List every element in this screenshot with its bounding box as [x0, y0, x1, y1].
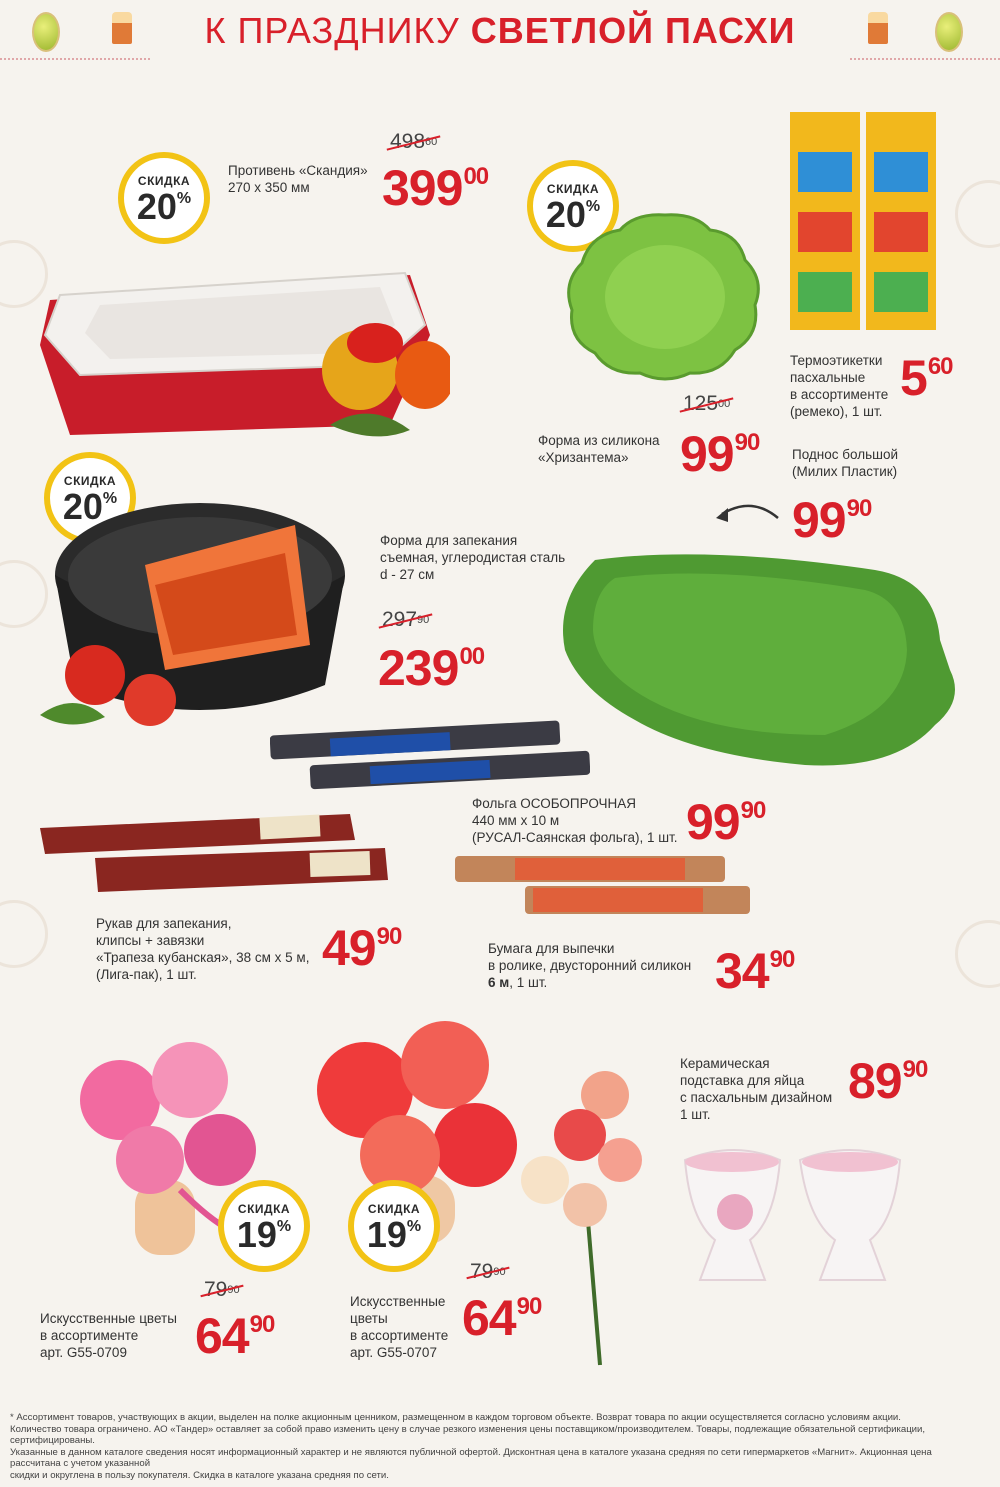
discount-badge: СКИДКА 19%: [218, 1180, 310, 1272]
page-header: [0, 0, 1000, 70]
product-name: Керамическая подставка для яйца с пасхальным дизайном 1 шт.: [680, 1056, 833, 1122]
product-name: Рукав для запекания, клипсы + завязки «Трапеза кубанская», 38 см х 5 м, (Лига-пак), 1 шт.: [96, 916, 310, 982]
price: $5^{60}$: [900, 350, 953, 406]
price: $64^{90}$: [462, 1290, 542, 1346]
price: $49^{90}$: [322, 920, 402, 976]
thermo-labels-image: [790, 112, 940, 332]
price: $99^{90}$: [680, 426, 760, 482]
bg-pattern-circle: [955, 920, 1000, 988]
product-name: Термоэтикетки пасхальные в ассортименте (ремеко), 1 шт.: [790, 353, 889, 419]
price: $99^{90}$: [686, 794, 766, 850]
price: $239^{00}$: [378, 640, 485, 696]
roasting-sleeve-image: [40, 808, 390, 898]
springform-image: [35, 495, 355, 755]
product-name: Противень «Скандия» 270 х 350 мм: [228, 163, 368, 195]
foil-image: [270, 720, 590, 790]
header-ornament-line: [0, 58, 150, 60]
old-price: $79^{90}$: [204, 1278, 240, 1301]
egg-cups-image: [680, 1140, 910, 1290]
old-price: $297^{90}$: [382, 608, 430, 631]
discount-badge: СКИДКА 20%: [118, 152, 210, 244]
old-price: $125^{00}$: [683, 392, 731, 415]
product-name: Фольга ОСОБОПРОЧНАЯ 440 мм х 10 м (РУСАЛ-Саянская фольга), 1 шт.: [472, 796, 678, 845]
baking-paper-image: [455, 852, 755, 922]
price: $399^{00}$: [382, 160, 489, 216]
old-price: $498^{60}$: [390, 130, 438, 153]
silicone-mold-image: [560, 205, 770, 385]
tray-image: [555, 540, 975, 780]
product-name: Бумага для выпечки в ролике, двусторонний силикон 6 м, 1 шт.: [488, 941, 692, 990]
price: $64^{90}$: [195, 1308, 275, 1364]
curved-arrow-icon: [712, 496, 782, 530]
discount-badge: СКИДКА 20%: [527, 160, 619, 252]
header-ornament-line: [850, 58, 1000, 60]
product-name: Форма для запекания съемная, углеродистая сталь d - 27 см: [380, 533, 566, 582]
product-name: Искусственные цветы в ассортименте арт. G55-0709: [40, 1311, 177, 1360]
price: $89^{90}$: [848, 1053, 928, 1109]
discount-badge: СКИДКА 20%: [44, 452, 136, 544]
price: $34^{90}$: [715, 943, 795, 999]
bg-pattern-circle: [955, 180, 1000, 248]
product-name: Поднос большой (Милих Пластик): [792, 447, 898, 479]
legal-footnote: * Ассортимент товаров, участвующих в акции, выделен на полке акционным ценником, размещенном в каждом торговом объекте. Возврат товара по акции осуществляется согласно условиям акции. Количество товара ограничено. АО «Тандер» оставляет за собой право изменить цену в случае резкого изменения цены поставщиком/производителем. Товары, подлежащие обязательной сертификации, сертифицированы. Указанные в данном каталоге сведения носят информационный характер и не являются публичной офертой. Дисконтная цена в каталоге указана средняя по сети гипермаркетов «Магнит». Акционная цена рассчитана с учетом указанной скидки и округлена в пользу покупателя. Скидка в каталоге указана средняя по сети.: [10, 1412, 932, 1481]
product-name: Форма из силикона «Хризантема»: [538, 433, 660, 465]
old-price: $79^{90}$: [470, 1260, 506, 1283]
discount-badge: СКИДКА 19%: [348, 1180, 440, 1272]
baking-tray-image: [30, 225, 450, 455]
product-name: Искусственные цветы в ассортименте арт. G55-0707: [350, 1294, 449, 1360]
bg-pattern-circle: [0, 900, 48, 968]
page-title: К ПРАЗДНИКУ СВЕТЛОЙ ПАСХИ: [204, 10, 796, 51]
price: $99^{90}$: [792, 492, 872, 548]
